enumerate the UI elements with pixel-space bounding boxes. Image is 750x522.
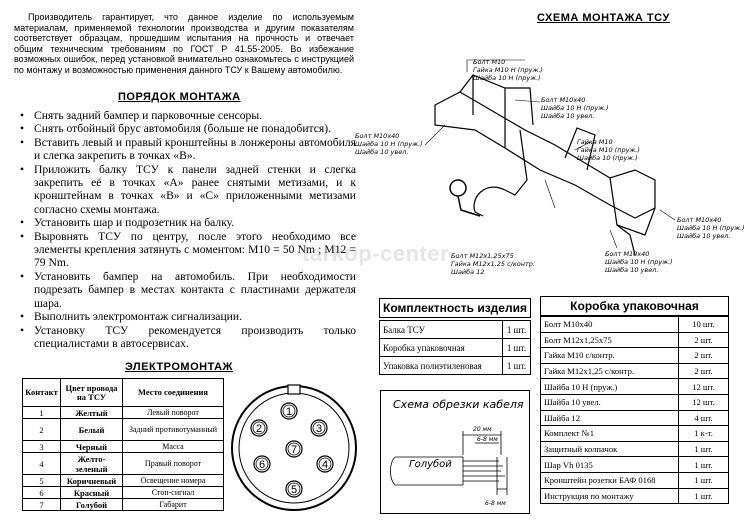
wiring-row bbox=[23, 441, 224, 453]
wiring-color: Красный bbox=[61, 487, 123, 499]
box-row bbox=[541, 332, 729, 348]
box-item-qty: 1 шт. bbox=[679, 457, 729, 473]
mounting-step: • Вставить левый и правый кронштейны в лонжероны автомобиля и слегка закрепить в точках «В». bbox=[20, 136, 356, 163]
wiring-row bbox=[23, 475, 224, 487]
wiring-color: Желто-зеленый bbox=[61, 453, 123, 475]
wiring-contact: 2 bbox=[23, 419, 61, 441]
mounting-steps-list bbox=[20, 109, 356, 350]
wiring-place: Правый поворот bbox=[123, 453, 224, 475]
box-item-qty: 10 шт. bbox=[679, 317, 729, 333]
wiring-color: Коричневый bbox=[61, 475, 123, 487]
socket-pin-5 bbox=[286, 481, 302, 497]
svg-text:Шайба 10 увел.: Шайба 10 увел. bbox=[541, 112, 595, 120]
svg-text:Шайба 10 увел.: Шайба 10 увел. bbox=[605, 266, 659, 274]
socket-pin-1 bbox=[281, 403, 297, 419]
wiring-place: Задний противотуманный bbox=[123, 419, 224, 441]
wiring-place: Масса bbox=[123, 441, 224, 453]
pin-label: 5 bbox=[290, 484, 298, 496]
scheme-label-d bbox=[577, 138, 640, 162]
svg-text:Болт М10х40: Болт М10х40 bbox=[541, 96, 586, 104]
wiring-header-contact: Контакт bbox=[23, 379, 61, 407]
box-item-qty: 2 шт. bbox=[679, 332, 729, 348]
box-row bbox=[541, 488, 729, 504]
socket-pin-6 bbox=[254, 456, 270, 472]
wiring-contact: 1 bbox=[23, 407, 61, 419]
box-row bbox=[541, 317, 729, 333]
box-item-name: Гайка М10 с/контр. bbox=[541, 348, 679, 364]
cable-dim-6-8-bottom: 6-8 мм bbox=[485, 500, 506, 507]
kit-item-qty: 1 шт. bbox=[503, 357, 531, 375]
kit-row bbox=[380, 321, 531, 339]
wiring-place: Левый поворот bbox=[123, 407, 224, 419]
cable-dim-20: 20 мм bbox=[473, 426, 492, 433]
box-item-qty: 1 шт. bbox=[679, 441, 729, 457]
wiring-row bbox=[23, 453, 224, 475]
wiring-place: Стоп-сигнал bbox=[123, 487, 224, 499]
wiring-row bbox=[23, 407, 224, 419]
svg-text:Гайка М10 (пруж.): Гайка М10 (пруж.) bbox=[577, 146, 640, 154]
wiring-row bbox=[23, 499, 224, 511]
box-item-name: Кронштейн розетки БАФ 0168 bbox=[541, 472, 679, 488]
svg-text:Болт М10х40: Болт М10х40 bbox=[677, 216, 722, 224]
mounting-step: • Выровнять ТСУ по центру, после этого необходимо все элементы крепления затянуть с моментом: М10 = 50 Nm ; М12 = 79 Nm. bbox=[20, 230, 356, 270]
wiring-contact: 3 bbox=[23, 441, 61, 453]
kit-item-name: Упаковка полиэтиленовая bbox=[380, 357, 503, 375]
box-row bbox=[541, 363, 729, 379]
wiring-place: Габарит bbox=[123, 499, 224, 511]
mounting-step: • Снять задний бампер и парковочные сенсоры. bbox=[20, 109, 356, 122]
socket-pin-4 bbox=[317, 456, 333, 472]
svg-text:Болт М12х1,25х75: Болт М12х1,25х75 bbox=[451, 252, 514, 260]
scheme-label-e bbox=[451, 252, 535, 276]
mounting-step: • Выполнить электромонтаж сигнализации. bbox=[20, 310, 356, 323]
svg-text:Болт М10: Болт М10 bbox=[473, 58, 506, 66]
box-item-name: Болт М12х1,25х75 bbox=[541, 332, 679, 348]
mounting-step: • Установку ТСУ рекомендуется производить только специалистами в автосервисах. bbox=[20, 324, 356, 351]
box-item-name: Гайка М12х1,25 с/контр. bbox=[541, 363, 679, 379]
socket-pin-3 bbox=[311, 420, 327, 436]
svg-text:Гайка М10 H (пруж.): Гайка М10 H (пруж.) bbox=[473, 66, 543, 74]
wiring-row bbox=[23, 487, 224, 499]
socket-pin-2 bbox=[251, 420, 267, 436]
svg-text:Болт М10х40: Болт М10х40 bbox=[355, 132, 400, 140]
box-row bbox=[541, 457, 729, 473]
socket-pin-7 bbox=[286, 441, 302, 457]
mounting-step: • Установить бампер на автомобиль. При необходимости подрезать бампер в местах контакта с пластинами держателя шара. bbox=[20, 270, 356, 310]
wiring-header-color: Цвет провода на ТСУ bbox=[61, 379, 123, 407]
svg-text:Шайба 10 H (пруж.): Шайба 10 H (пруж.) bbox=[355, 140, 423, 148]
wiring-contact: 7 bbox=[23, 499, 61, 511]
scheme-label-b bbox=[541, 96, 609, 120]
scheme-label-c bbox=[355, 132, 423, 156]
box-item-name: Шайба 10 увел. bbox=[541, 394, 679, 410]
box-row bbox=[541, 441, 729, 457]
kit-row bbox=[380, 357, 531, 375]
pin-label: 4 bbox=[321, 459, 329, 471]
box-row bbox=[541, 394, 729, 410]
cable-cut-diagram bbox=[380, 390, 530, 514]
wiring-contact: 6 bbox=[23, 487, 61, 499]
wiring-table bbox=[22, 378, 224, 511]
mounting-title: ПОРЯДОК МОНТАЖА bbox=[118, 91, 241, 103]
svg-text:Гайка М12х1,25 с/контр.: Гайка М12х1,25 с/контр. bbox=[451, 260, 535, 268]
box-item-qty: 1 шт. bbox=[679, 488, 729, 504]
svg-text:Шайба 10 H (пруж.): Шайба 10 H (пруж.) bbox=[605, 258, 673, 266]
box-item-name: Шар Vh 0135 bbox=[541, 457, 679, 473]
kit-item-name: Коробка упаковочная bbox=[380, 339, 503, 357]
box-item-name: Шайба 12 bbox=[541, 410, 679, 426]
wiring-header-place: Место соединения bbox=[123, 379, 224, 407]
box-item-name: Инструкция по монтажу bbox=[541, 488, 679, 504]
box-row bbox=[541, 426, 729, 442]
box-item-qty: 2 шт. bbox=[679, 363, 729, 379]
box-item-name: Комплект №1 bbox=[541, 426, 679, 442]
wiring-header-row bbox=[23, 379, 224, 407]
pin-label: 3 bbox=[315, 423, 323, 435]
box-item-qty: 1 шт. bbox=[679, 472, 729, 488]
pin-label: 1 bbox=[285, 406, 293, 418]
box-item-qty: 4 шт. bbox=[679, 410, 729, 426]
box-row bbox=[541, 472, 729, 488]
cable-dim-6-8-top: 6-8 мм bbox=[477, 436, 498, 443]
svg-text:Гайка М10: Гайка М10 bbox=[577, 138, 613, 146]
wiring-color: Голубой bbox=[61, 499, 123, 511]
wiring-color: Белый bbox=[61, 419, 123, 441]
wiring-place: Освещение номера bbox=[123, 475, 224, 487]
kit-row bbox=[380, 339, 531, 357]
watermark: tarkop-center bbox=[302, 241, 450, 266]
svg-text:Шайба 10 увел.: Шайба 10 увел. bbox=[677, 232, 731, 240]
wiring-contact: 5 bbox=[23, 475, 61, 487]
electro-title: ЭЛЕКТРОМОНТАЖ bbox=[125, 361, 233, 373]
wiring-row bbox=[23, 419, 224, 441]
cable-cut-drawing bbox=[381, 391, 531, 515]
scheme-title: СХЕМА МОНТАЖА ТСУ bbox=[537, 12, 670, 24]
mounting-step: • Приложить балку ТСУ к панели задней стенки и слегка закрепить её в точках «А» ранее снятыми метизами, и к кронштейнам в точках «В» и «С» приложенными метизами согласно схемы монтажа. bbox=[20, 163, 356, 217]
kit-title: Комплектность изделия bbox=[379, 298, 531, 318]
box-item-qty: 2 шт. bbox=[679, 348, 729, 364]
mounting-step: • Установить шар и подрозетник на балку. bbox=[20, 216, 356, 229]
box-item-name: Шайба 10 H (пруж.) bbox=[541, 379, 679, 395]
cable-cut-title: Схема обрезки кабеля bbox=[393, 398, 524, 411]
cable-color-label: Голубой bbox=[409, 459, 452, 470]
svg-text:Шайба 10 H (пруж.): Шайба 10 H (пруж.) bbox=[677, 224, 745, 232]
svg-text:Шайба 10 увел.: Шайба 10 увел. bbox=[355, 148, 409, 156]
intro-paragraph: Производитель гарантирует, что данное изделие по используемым материалам, применяемой технологии производства и другим показателям соответствует образцам, прошедшим испытания на прочность и отвечает общим техническим требованиям по ГОСТ Р 41.55-2005. Во избежание возможных ошибок, перед установкой внимательно ознакомьтесь с инструкцией по монтажу и возможностью применения данного ТСУ к Вашему автомобилю. bbox=[14, 12, 354, 75]
kit-item-qty: 1 шт. bbox=[503, 321, 531, 339]
kit-item-name: Балка ТСУ bbox=[380, 321, 503, 339]
box-item-qty: 12 шт. bbox=[679, 379, 729, 395]
intro-text-block bbox=[14, 12, 354, 76]
svg-text:Шайба 12: Шайба 12 bbox=[451, 268, 485, 276]
pin-label: 6 bbox=[258, 459, 266, 471]
scheme-label-f bbox=[605, 250, 673, 274]
wiring-contact: 4 bbox=[23, 453, 61, 475]
box-title: Коробка упаковочная bbox=[540, 296, 729, 316]
box-item-qty: 12 шт. bbox=[679, 394, 729, 410]
svg-text:Шайба 10 H (пруж.): Шайба 10 H (пруж.) bbox=[473, 74, 541, 82]
box-item-name: Болт М10х40 bbox=[541, 317, 679, 333]
wiring-color: Черный bbox=[61, 441, 123, 453]
scheme-label-g bbox=[677, 216, 745, 240]
box-item-name: Защитный колпачок bbox=[541, 441, 679, 457]
kit-item-qty: 1 шт. bbox=[503, 339, 531, 357]
socket-connector-diagram bbox=[231, 381, 357, 515]
box-row bbox=[541, 379, 729, 395]
scheme-label-a bbox=[473, 58, 543, 82]
wiring-color: Желтый bbox=[61, 407, 123, 419]
box-row bbox=[541, 348, 729, 364]
kit-table bbox=[379, 320, 531, 375]
box-item-qty: 1 к-т. bbox=[679, 426, 729, 442]
svg-text:Болт М10х40: Болт М10х40 bbox=[605, 250, 650, 258]
mounting-step: • Снять отбойный брус автомобиля (больше не понадобится). bbox=[20, 122, 356, 135]
box-row bbox=[541, 410, 729, 426]
pin-label: 2 bbox=[255, 423, 263, 435]
svg-text:Шайба 10 H (пруж.): Шайба 10 H (пруж.) bbox=[541, 104, 609, 112]
svg-text:Шайба 10 (пруж.): Шайба 10 (пруж.) bbox=[577, 154, 638, 162]
socket-key-notch bbox=[288, 385, 300, 394]
pin-label: 7 bbox=[290, 444, 298, 456]
box-table bbox=[540, 316, 729, 504]
